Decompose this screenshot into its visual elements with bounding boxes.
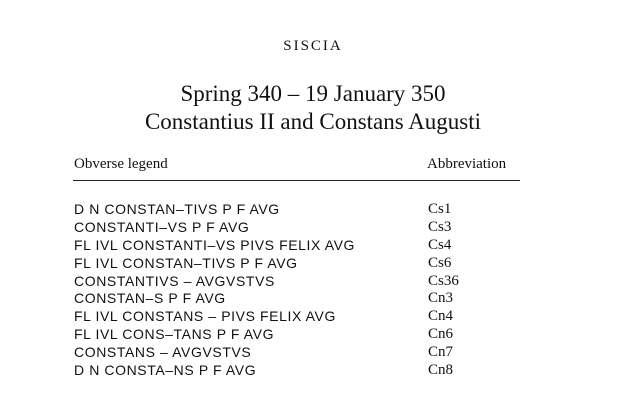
obverse-legend: D N CONSTA–NS P F AVG — [74, 362, 257, 379]
abbreviation: Cn6 — [428, 326, 454, 343]
table-row — [0, 219, 626, 237]
table-row — [0, 255, 626, 273]
abbreviation: Cs6 — [428, 254, 452, 271]
mint-heading: SISCIA — [283, 38, 343, 54]
obverse-legend: FL IVL CONSTAN–TIVS P F AVG — [74, 254, 298, 271]
abbreviation: Cs1 — [428, 201, 452, 217]
abbreviation: Cn7 — [428, 344, 454, 361]
period-title: Spring 340 – 19 January 350 — [180, 81, 446, 106]
rulers-title: Constantius II and Constans Augusti — [144, 109, 482, 134]
legend-table — [0, 201, 626, 380]
table-row — [0, 237, 626, 255]
obverse-legend: FL IVL CONSTANS – PIVS FELIX AVG — [74, 308, 336, 325]
table-row — [0, 308, 626, 326]
abbreviation: Cs36 — [428, 272, 459, 289]
table-row — [0, 344, 626, 362]
abbreviation: Cn4 — [428, 308, 454, 325]
abbreviation: Cs3 — [428, 218, 452, 235]
abbreviation: Cn3 — [428, 290, 454, 307]
table-row — [0, 201, 626, 219]
table-row — [0, 290, 626, 308]
obverse-legend: FL IVL CONS–TANS P F AVG — [74, 326, 275, 343]
obverse-legend: D N CONSTAN–TIVS P F AVG — [74, 201, 280, 217]
table-row — [0, 273, 626, 291]
abbreviation: Cn8 — [428, 362, 454, 379]
obverse-legend: CONSTANTI–VS P F AVG — [74, 218, 250, 235]
column-header-obverse-legend: Obverse legend — [74, 156, 168, 172]
obverse-legend: CONSTAN–S P F AVG — [74, 290, 226, 307]
obverse-legend: CONSTANS – AVGVSTVS — [74, 344, 252, 361]
table-row — [0, 362, 626, 380]
header-rule — [73, 180, 520, 181]
table-row — [0, 326, 626, 344]
obverse-legend: CONSTANTIVS – AVGVSTVS — [74, 272, 275, 289]
obverse-legend: FL IVL CONSTANTI–VS PIVS FELIX AVG — [74, 236, 356, 253]
column-header-abbreviation: Abbreviation — [427, 156, 507, 172]
abbreviation: Cs4 — [428, 236, 452, 253]
